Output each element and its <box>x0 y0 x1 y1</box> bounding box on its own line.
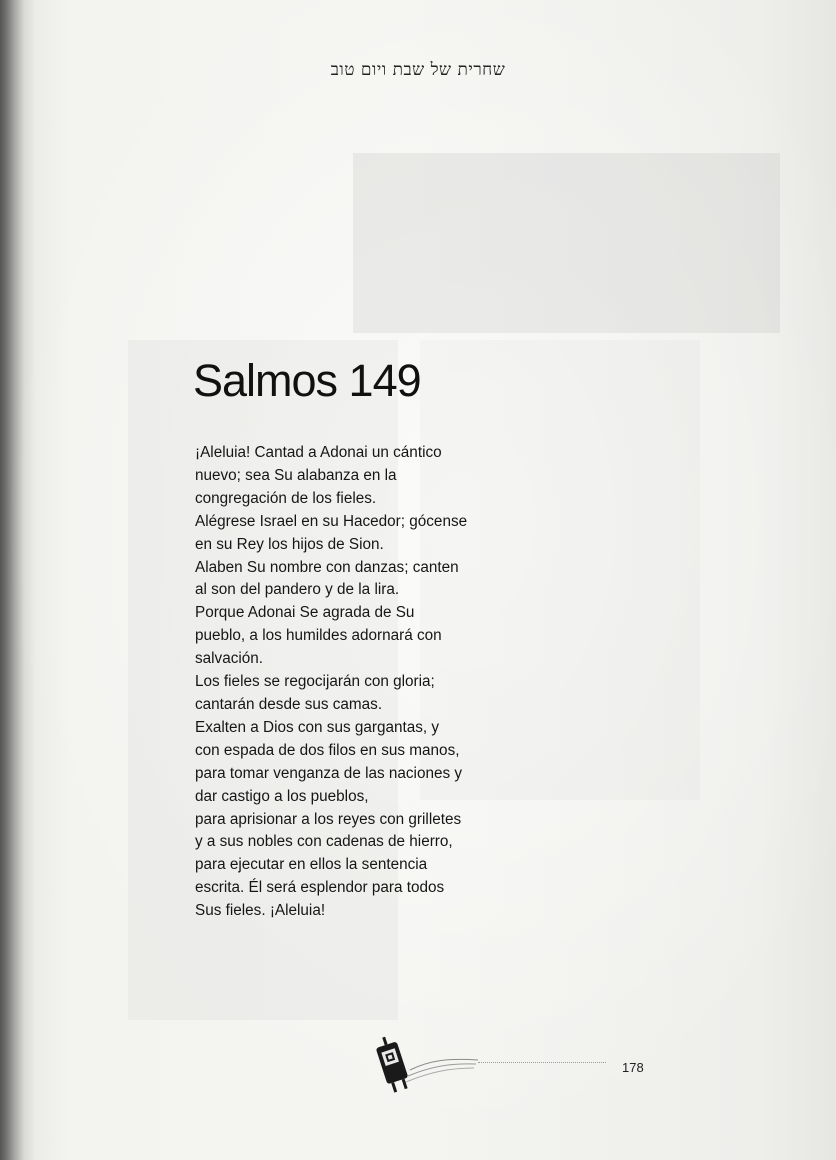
psalm-line: pueblo, a los humildes adornará con <box>195 627 442 645</box>
psalm-line: dar castigo a los pueblos, <box>195 787 369 805</box>
psalm-line: congregación de los fieles. <box>195 489 377 507</box>
psalm-line: Porque Adonai Se agrada de Su <box>195 604 415 622</box>
psalm-line: Exalten a Dios con sus gargantas, y <box>195 718 440 736</box>
psalm-line: cantarán desde sus camas. <box>195 695 383 713</box>
psalm-line: al son del pandero y de la lira. <box>195 581 400 599</box>
psalm-line: Alégrese Israel en su Hacedor; gócense <box>195 512 468 530</box>
spine-shadow <box>0 0 24 1160</box>
psalm-title: Salmos 149 <box>193 355 421 406</box>
footer-rule <box>478 1062 606 1063</box>
psalm-line: ¡Aleluia! Cantad a Adonai un cántico <box>195 444 442 461</box>
psalm-line: en su Rey los hijos de Sion. <box>195 535 384 553</box>
psalm-line: para tomar venganza de las naciones y <box>195 764 463 782</box>
psalm-line: Alaben Su nombre con danzas; canten <box>195 558 459 576</box>
psalm-line: nuevo; sea Su alabanza en la <box>195 466 397 484</box>
candle-logo-icon <box>370 1030 480 1100</box>
page-number: 178 <box>622 1060 644 1075</box>
running-head: שחרית של שבת ויום טוב <box>330 60 506 80</box>
bleed-through-box <box>353 153 780 333</box>
psalm-line: escrita. Él será esplendor para todos <box>195 879 445 897</box>
psalm-line: Sus fieles. ¡Aleluia! <box>195 902 326 920</box>
psalm-line: salvación. <box>195 650 264 668</box>
psalm-text <box>195 442 525 923</box>
psalm-line: con espada de dos filos en sus manos, <box>195 741 460 759</box>
psalm-line: Los fieles se regocijarán con gloria; <box>195 673 435 691</box>
psalm-line: para aprisionar a los reyes con grilletes <box>195 810 462 828</box>
psalm-line: para ejecutar en ellos la sentencia <box>195 856 428 874</box>
psalm-line: y a sus nobles con cadenas de hierro, <box>195 833 453 851</box>
